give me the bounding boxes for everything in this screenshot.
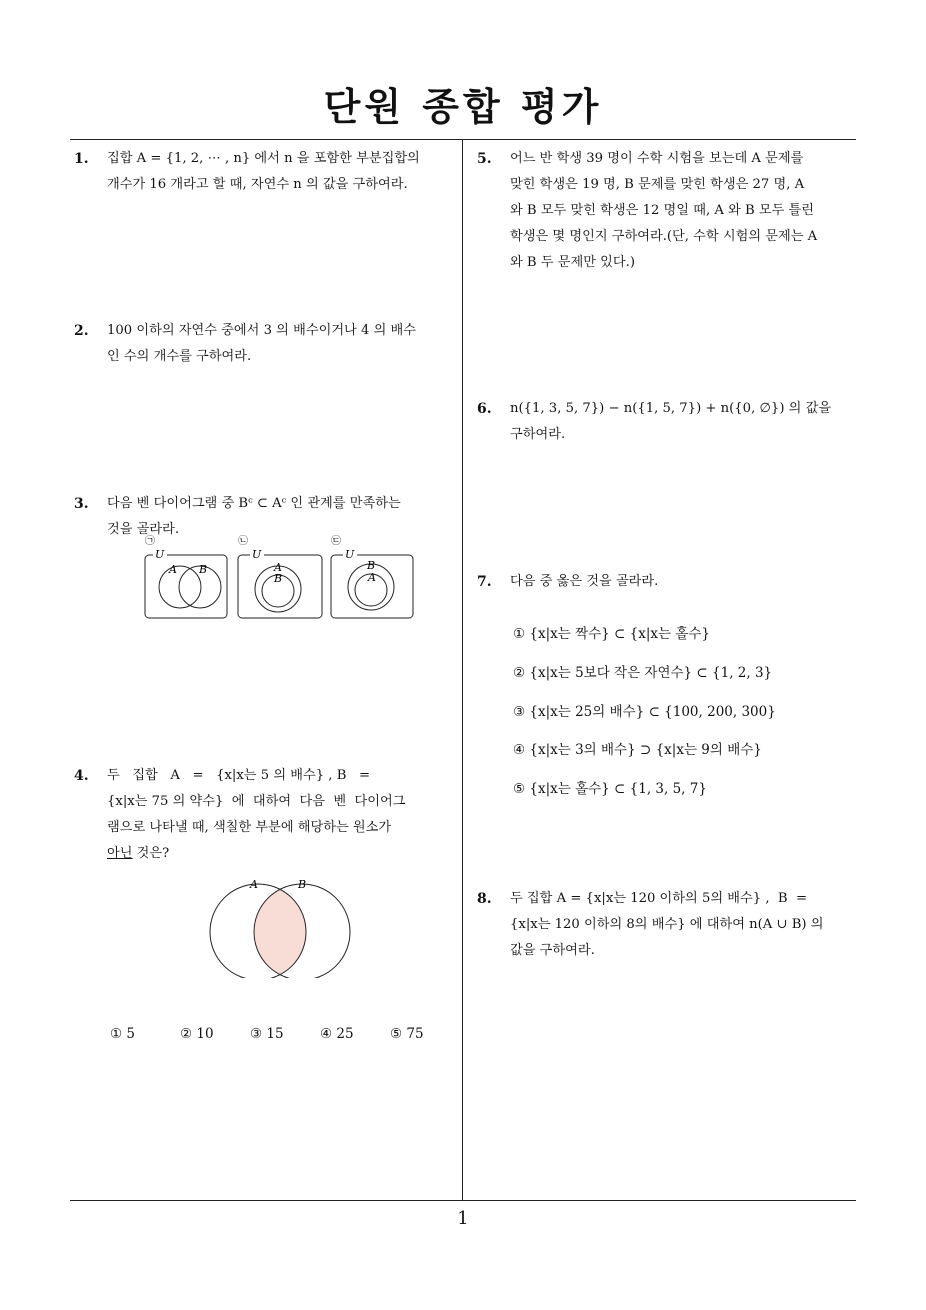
option-4[interactable]: ④ {x|x는 3의 배수} ⊃ {x|x는 9의 배수}	[513, 742, 762, 758]
problem-text-line: 맞힌 학생은 19 명, B 문제를 맞힌 학생은 27 명, A	[510, 177, 805, 192]
venn-intersection-diagram	[200, 878, 360, 978]
universe-label: U	[252, 548, 262, 561]
choice-3[interactable]: ③ 15	[250, 1026, 284, 1042]
problem-text-line: 두 집합 A = {x|x는 5 의 배수} , B =	[107, 768, 371, 783]
problem-text-line: 학생은 몇 명인지 구하여라.(단, 수학 시험의 문제는 A	[510, 229, 818, 244]
page-number: 1	[457, 1208, 469, 1229]
set-a-label: A	[274, 561, 282, 574]
set-a-label: A	[169, 563, 177, 576]
problem-5	[477, 146, 859, 276]
problem-text-line: n({1, 3, 5, 7}) − n({1, 5, 7}) + n({0, ∅}) 의 값을	[510, 401, 832, 416]
set-a-label: A	[368, 571, 376, 584]
problem-number: 6.	[477, 401, 492, 417]
set-b-label: B	[298, 878, 307, 891]
bottom-divider	[70, 1200, 856, 1201]
problem-1	[74, 146, 456, 198]
set-a-label: A	[250, 878, 258, 891]
set-b-label: B	[367, 559, 376, 572]
problem-text-line: 다음 벤 다이어그램 중 Bᶜ ⊂ Aᶜ 인 관계를 만족하는	[107, 496, 401, 511]
page-title: 단원 종합 평가	[323, 85, 603, 129]
problem-text-line: 값을 구하여라.	[510, 943, 595, 958]
underlined-word: 아닌	[107, 846, 133, 861]
problem-text-line: 어느 반 학생 39 명이 수학 시험을 보는데 A 문제를	[510, 151, 804, 166]
option-1[interactable]: ① {x|x는 짝수} ⊂ {x|x는 홀수}	[513, 626, 711, 642]
top-divider	[70, 139, 856, 140]
problem-4	[74, 763, 456, 867]
problem-7	[477, 569, 859, 595]
problem-text-line: 다음 중 옳은 것을 골라라.	[510, 574, 659, 589]
set-a-circle	[159, 566, 201, 608]
choice-5[interactable]: ⑤ 75	[390, 1026, 424, 1042]
universe-box-1	[145, 555, 227, 618]
problem-text-line: 와 B 모두 맞힌 학생은 12 명일 때, A 와 B 모두 틀린	[510, 203, 815, 218]
universe-label: U	[345, 548, 355, 561]
option-3-marker: ㉢	[331, 536, 341, 547]
problem-text-line: 것을 골라라.	[107, 522, 180, 537]
problem-text-line: 와 B 두 문제만 있다.)	[510, 255, 635, 270]
problem-number: 3.	[74, 496, 89, 512]
problem-text-fragment: 것은?	[132, 846, 170, 861]
set-b-label: B	[274, 572, 283, 585]
set-b-label: B	[199, 563, 208, 576]
problem-number: 7.	[477, 574, 492, 590]
choice-4[interactable]: ④ 25	[320, 1026, 354, 1042]
problem-text-line: {x|x는 75 의 약수} 에 대하여 다음 벤 다이어그	[107, 794, 406, 809]
choice-1[interactable]: ① 5	[110, 1026, 135, 1042]
problem-number: 2.	[74, 323, 89, 339]
universe-label: U	[155, 548, 165, 561]
problem-6	[477, 396, 859, 448]
problem-number: 8.	[477, 891, 492, 907]
problem-text-line: 인 수의 개수를 구하여라.	[107, 349, 252, 364]
option-5[interactable]: ⑤ {x|x는 홀수} ⊂ {1, 3, 5, 7}	[513, 781, 707, 797]
option-3[interactable]: ③ {x|x는 25의 배수} ⊂ {100, 200, 300}	[513, 704, 776, 720]
problem-text-line: 구하여라.	[510, 427, 566, 442]
choice-2[interactable]: ② 10	[180, 1026, 214, 1042]
problem-text-line: 100 이하의 자연수 중에서 3 의 배수이거나 4 의 배수	[107, 323, 416, 338]
problem-text-line: 개수가 16 개라고 할 때, 자연수 n 의 값을 구하여라.	[107, 177, 408, 192]
problem-text-line: {x|x는 120 이하의 8의 배수} 에 대하여 n(A ∪ B) 의	[510, 917, 824, 932]
problem-number: 4.	[74, 768, 89, 784]
problem-number: 5.	[477, 151, 492, 167]
option-2-marker: ㉡	[238, 536, 248, 547]
problem-2	[74, 318, 456, 370]
problem-text-line: 램으로 나타낼 때, 색칠한 부분에 해당하는 원소가	[107, 820, 392, 835]
option-1-marker: ㉠	[145, 536, 155, 547]
problem-text-line: 두 집합 A = {x|x는 120 이하의 5의 배수} , B =	[510, 891, 808, 906]
venn-options-diagram	[140, 530, 420, 625]
option-2[interactable]: ② {x|x는 5보다 작은 자연수} ⊂ {1, 2, 3}	[513, 665, 773, 681]
problem-8	[477, 886, 859, 964]
problem-text-line: 집합 A = {1, 2, ⋯ , n} 에서 n 을 포함한 부분집합의	[107, 151, 420, 166]
problem-number: 1.	[74, 151, 89, 167]
problem-text-line	[107, 841, 456, 867]
column-divider	[462, 139, 463, 1201]
